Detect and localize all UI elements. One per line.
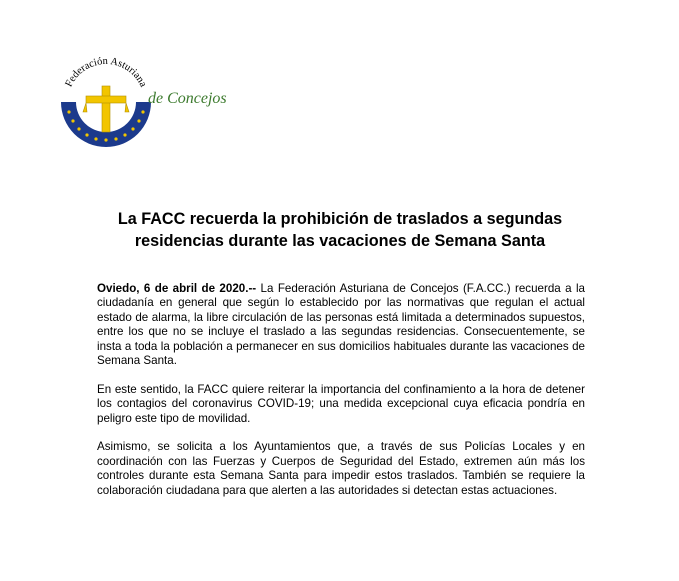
facc-emblem-icon [56, 52, 156, 152]
title-line-1: La FACC recuerda la prohibición de traslados a segundas [117, 210, 563, 228]
dateline: Oviedo, 6 de abril de 2020.-- [97, 282, 257, 295]
logo-arc-text: Federación Asturiana [63, 55, 149, 89]
facc-logo [56, 52, 227, 152]
cross-icon [83, 86, 129, 132]
paragraph-3: Asimismo, se solicita a los Ayuntamientos que, a través de sus Policías Locales y en coordinación con las Fuerzas y Cuerpos de Seguridad del Estado, extremen aún más los controles durante esta Semana Santa para impedir estos traslados. También se requiere la colaboración ciudadana para que alerten a las autoridades si detectan estas actuaciones. [97, 440, 585, 497]
title-line-2: residencias durante las vacaciones de Semana Santa [134, 232, 546, 250]
paragraph-2: En este sentido, la FACC quiere reiterar la importancia del confinamiento a la hora de detener los contagios del coronavirus COVID-19; una medida excepcional cuya eficacia pondría en peligro este tipo de movilidad. [97, 382, 585, 425]
press-release-body [97, 282, 585, 512]
paragraph-1-text: La Federación Asturiana de Concejos (F.A.CC.) recuerda a la ciudadanía en general que según lo establecido por las normativas que regulan el actual estado de alarma, la libre circulación de las personas está limitada a determinados supuestos, entre los que no se incluye el traslado a las segundas residencias. Consecuentemente, se insta a toda la población a permanecer en sus domicilios habituales durante las vacaciones de Semana Santa. [97, 282, 585, 368]
logo-suffix-text: de Concejos [148, 90, 227, 107]
press-release-title [90, 208, 590, 252]
paragraph-1 [97, 282, 585, 368]
